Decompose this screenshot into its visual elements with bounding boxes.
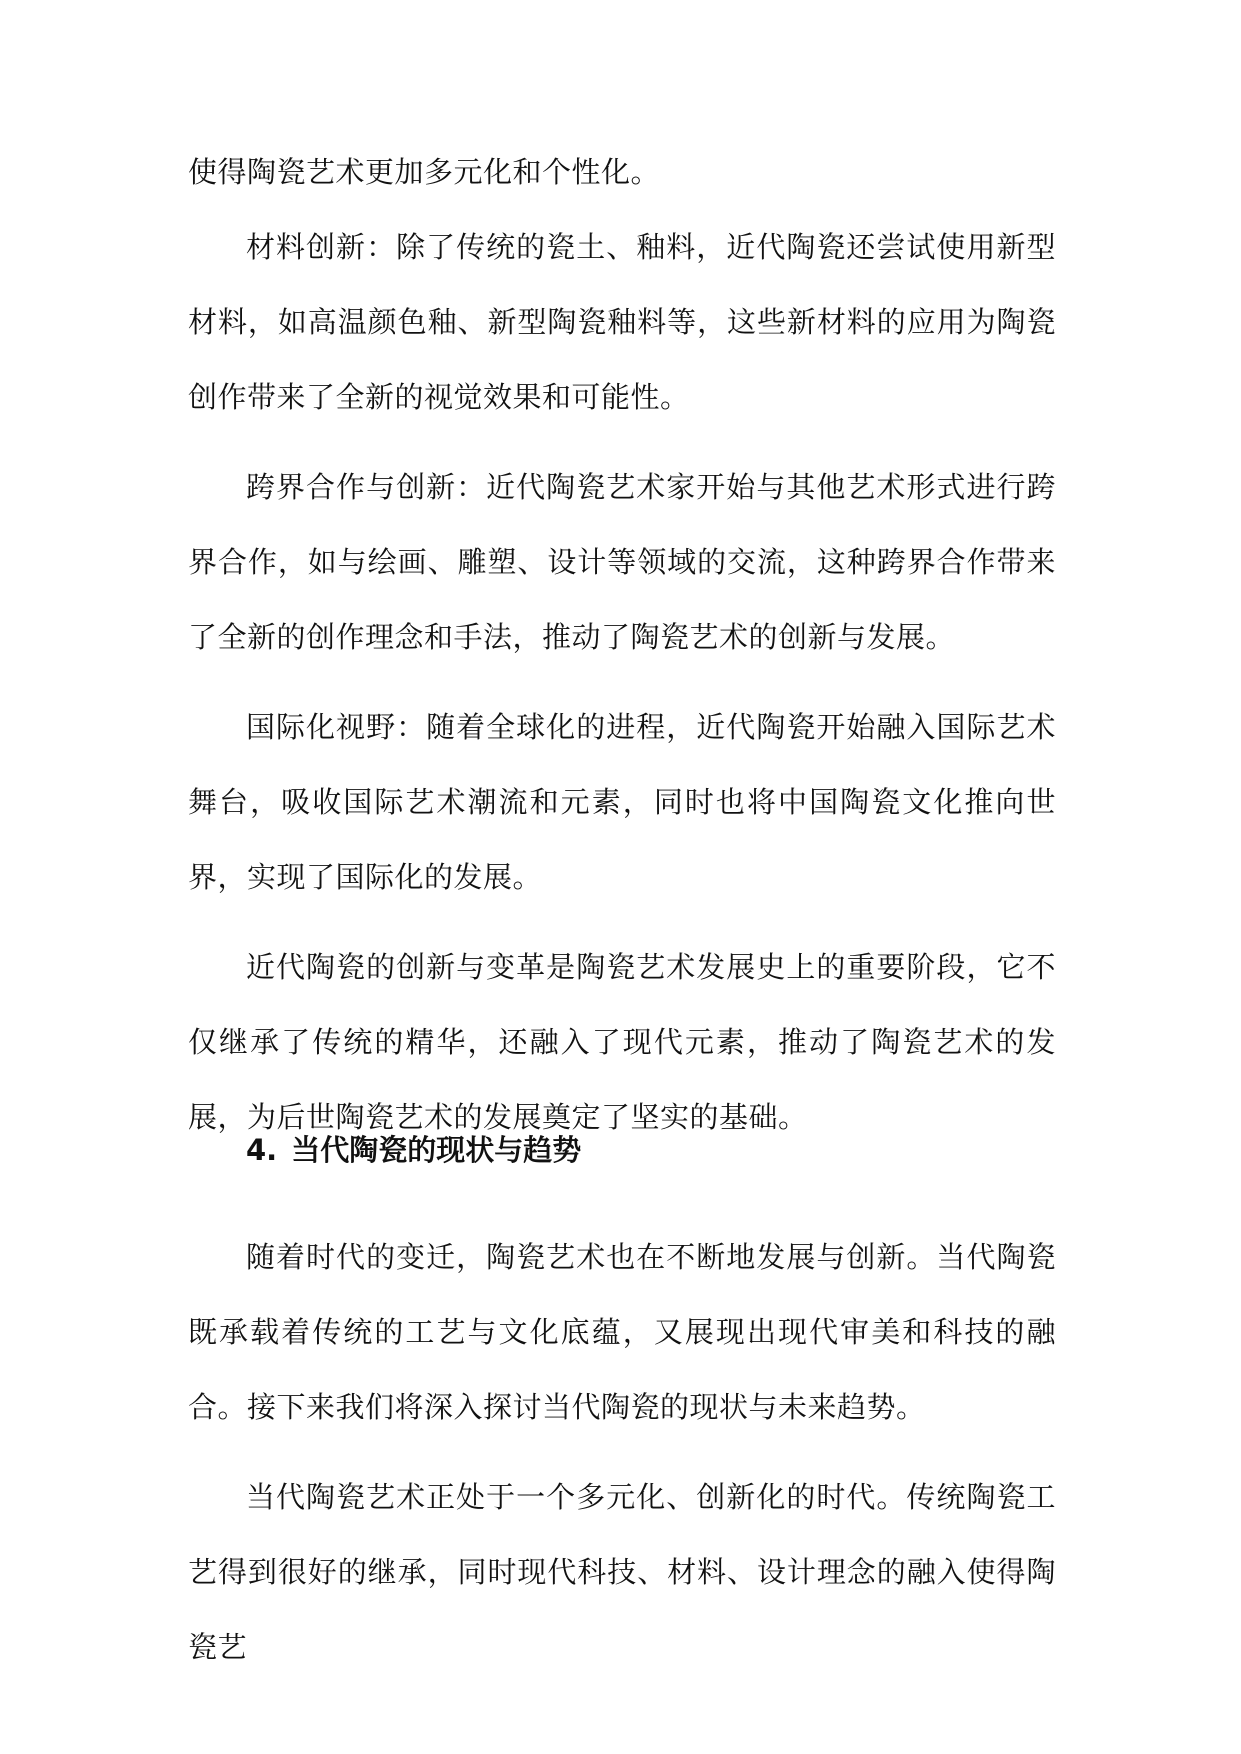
paragraph-contemporary-intro: 随着时代的变迁，陶瓷艺术也在不断地发展与创新。当代陶瓷既承载着传统的工艺与文化底蕴，又展现出现代审美和科技的融合。接下来我们将深入探讨当代陶瓷的现状与未来趋势。 bbox=[188, 1240, 1056, 1424]
paragraph-modern-summary: 近代陶瓷的创新与变革是陶瓷艺术发展史上的重要阶段，它不仅继承了传统的精华，还融入了现代元素，推动了陶瓷艺术的发展，为后世陶瓷艺术的发展奠定了坚实的基础。 bbox=[188, 950, 1056, 1134]
section-heading bbox=[246, 1130, 581, 1170]
paragraph-international-vision: 国际化视野：随着全球化的进程，近代陶瓷开始融入国际艺术舞台，吸收国际艺术潮流和元素，同时也将中国陶瓷文化推向世界，实现了国际化的发展。 bbox=[188, 710, 1056, 894]
section-title: 当代陶瓷的现状与趋势 bbox=[291, 1133, 582, 1167]
paragraph-contemporary-status: 当代陶瓷艺术正处于一个多元化、创新化的时代。传统陶瓷工艺得到很好的继承，同时现代科技、材料、设计理念的融入使得陶瓷艺 bbox=[188, 1480, 1056, 1664]
paragraph-continuation: 使得陶瓷艺术更加多元化和个性化。 bbox=[188, 155, 661, 189]
paragraph-cross-border-cooperation: 跨界合作与创新：近代陶瓷艺术家开始与其他艺术形式进行跨界合作，如与绘画、雕塑、设计等领域的交流，这种跨界合作带来了全新的创作理念和手法，推动了陶瓷艺术的创新与发展。 bbox=[188, 470, 1056, 654]
section-number: 4. bbox=[246, 1133, 278, 1167]
paragraph-material-innovation: 材料创新：除了传统的瓷土、釉料，近代陶瓷还尝试使用新型材料，如高温颜色釉、新型陶瓷釉料等，这些新材料的应用为陶瓷创作带来了全新的视觉效果和可能性。 bbox=[188, 230, 1056, 414]
